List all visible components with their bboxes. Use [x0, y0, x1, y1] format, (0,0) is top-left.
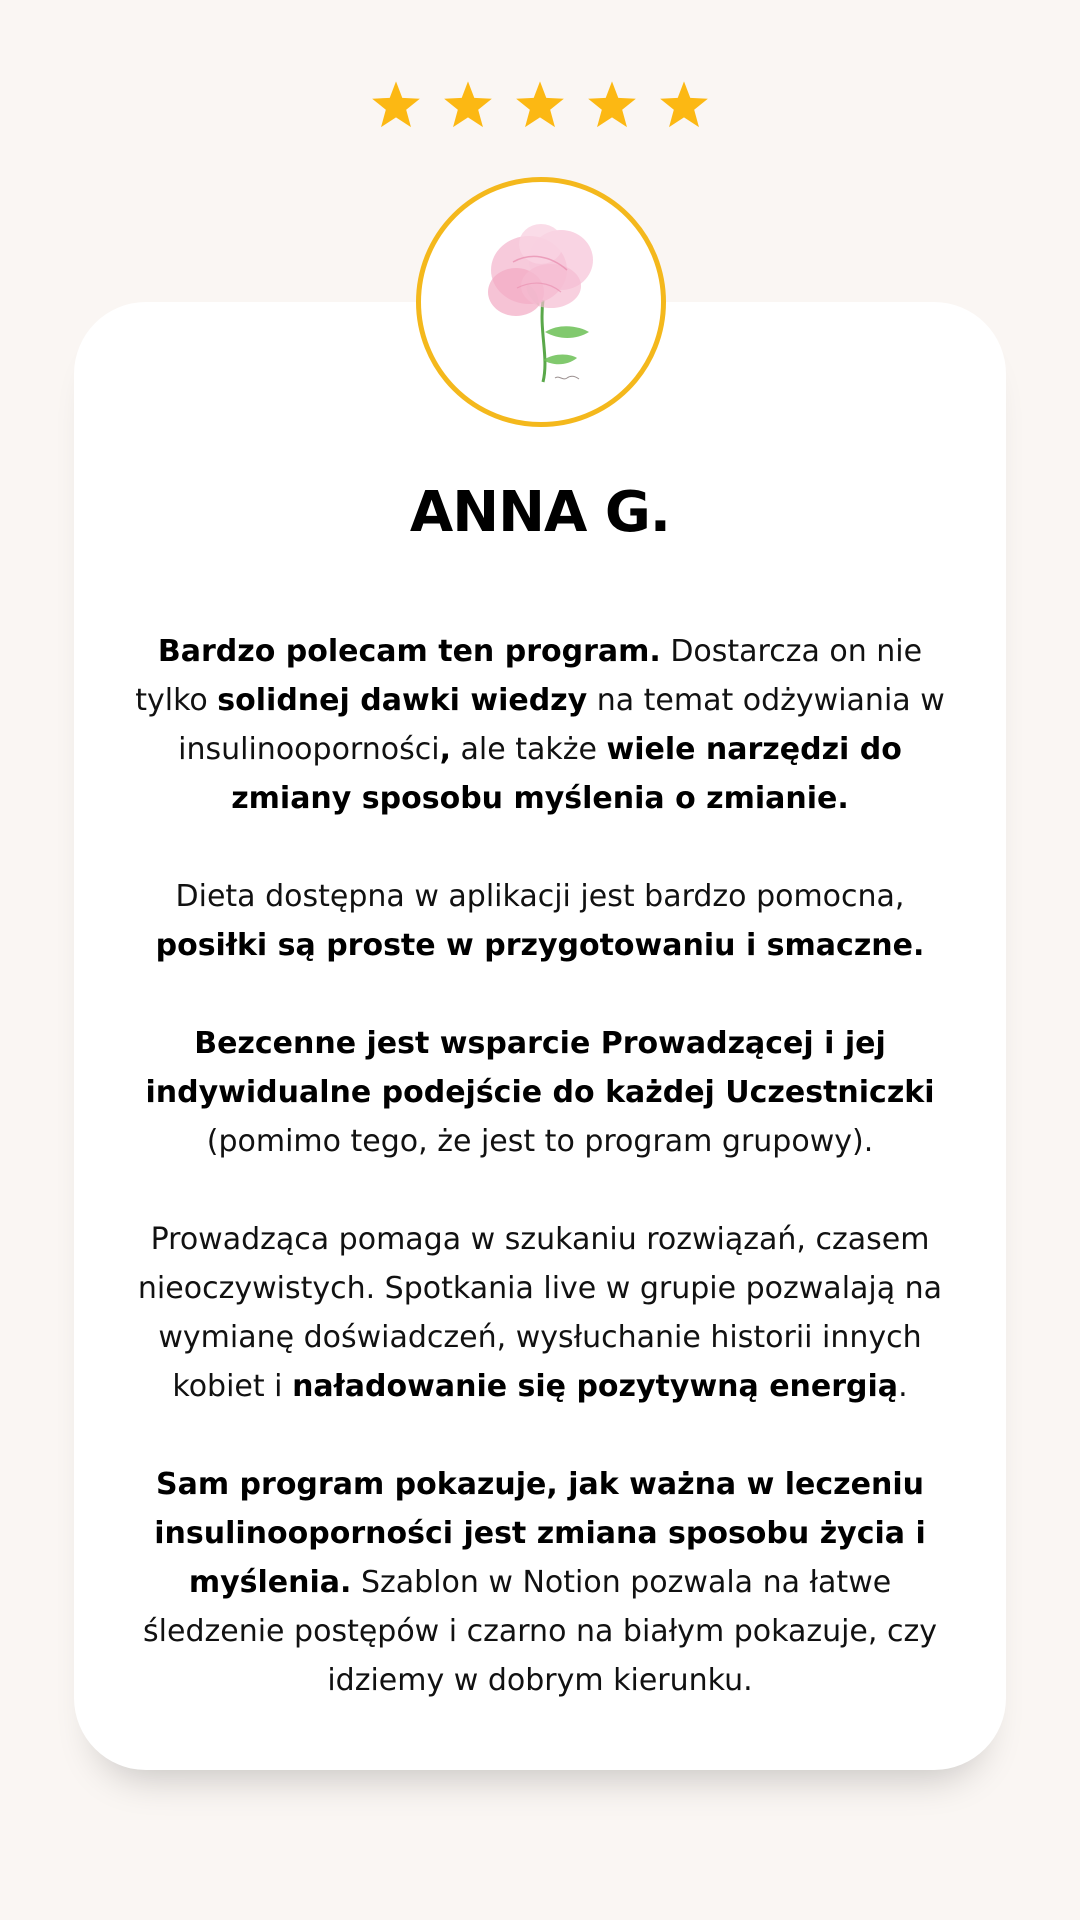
star-icon: [586, 80, 638, 130]
flower-icon: [421, 182, 661, 422]
avatar: [416, 177, 666, 427]
review-paragraph: Bardzo polecam ten program. Dostarcza on nie tylko solidnej dawki wiedzy na temat odżywiania w insulinooporności, ale także wiele narzędzi do zmiany sposobu myślenia o zmianie.: [135, 634, 945, 816]
star-icon: [370, 80, 422, 130]
star-icon: [658, 80, 710, 130]
review-paragraph: Sam program pokazuje, jak ważna w leczeniu insulinooporności jest zmiana sposobu życia i myślenia. Szablon w Notion pozwala na łatwe śledzenie postępów i czarno na białym pokazuje, czy idziemy w dobrym kierunku.: [143, 1467, 937, 1698]
review-text: [120, 627, 960, 1754]
review-paragraph: Bezcenne jest wsparcie Prowadzącej i jej indywidualne podejście do każdej Uczestniczki (pomimo tego, że jest to program grupowy).: [145, 1026, 935, 1159]
review-paragraph: Prowadząca pomaga w szukaniu rozwiązań, czasem nieoczywistych. Spotkania live w grupie pozwalają na wymianę doświadczeń, wysłuchanie historii innych kobiet i naładowanie się pozytywną energią.: [137, 1222, 943, 1404]
star-icon: [442, 80, 494, 130]
review-paragraph: Dieta dostępna w aplikacji jest bardzo pomocna, posiłki są proste w przygotowaniu i smaczne.: [155, 879, 925, 963]
reviewer-name: ANNA G.: [409, 480, 671, 545]
star-icon: [514, 80, 566, 130]
rating-stars: [0, 80, 1080, 130]
